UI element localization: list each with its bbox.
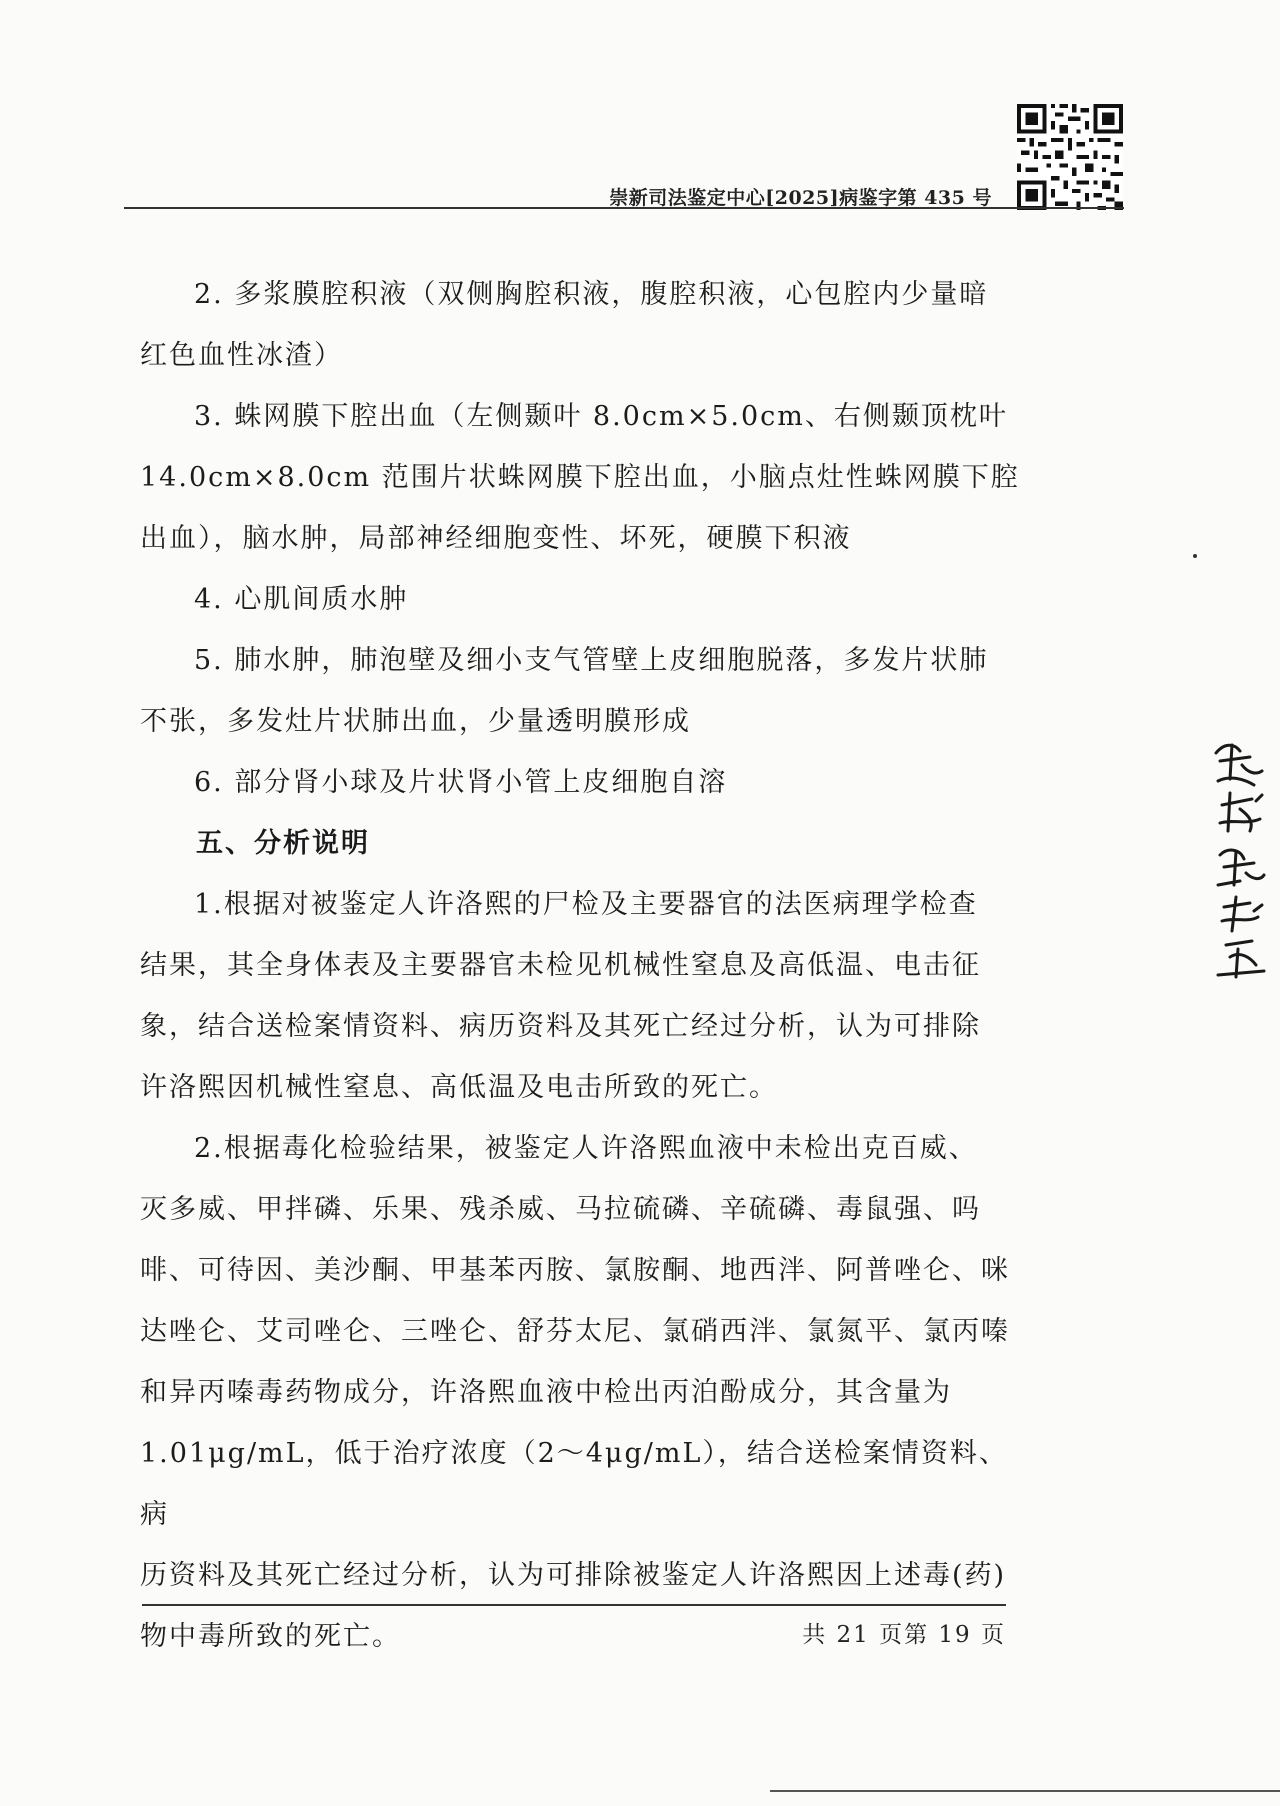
section-title: 五、分析说明 (196, 828, 370, 859)
finding-line: 不张，多发灶片状肺出血，少量透明膜形成 (140, 706, 691, 737)
analysis-line: 达唑仑、艾司唑仑、三唑仑、舒芬太尼、氯硝西泮、氯氮平、氯丙嗪 (140, 1316, 1010, 1347)
finding-line: 出血），脑水肿，局部神经细胞变性、坏死，硬膜下积液 (140, 523, 852, 554)
handwritten-signature (1210, 735, 1272, 985)
analysis-line: 1.01μg/mL，低于治疗浓度（2～4μg/mL），结合送检案情资料、病 (140, 1438, 1008, 1530)
finding-item-5 (140, 630, 1020, 752)
margin-dot (1193, 554, 1197, 558)
analysis-line: 1.根据对被鉴定人许洛熙的尸检及主要器官的法医病理学检查 (194, 889, 978, 920)
analysis-paragraph-1 (140, 874, 1020, 1118)
header-divider (124, 207, 1124, 209)
analysis-line: 2.根据毒化检验结果，被鉴定人许洛熙血液中未检出克百威、 (194, 1133, 978, 1164)
finding-line: 4. 心肌间质水肿 (194, 584, 409, 615)
qr-code-icon (1017, 104, 1123, 210)
analysis-paragraph-2 (140, 1118, 1020, 1667)
finding-item-6 (140, 752, 1020, 813)
analysis-line: 灭多威、甲拌磷、乐果、残杀威、马拉硫磷、辛硫磷、毒鼠强、吗 (140, 1194, 981, 1225)
analysis-line: 物中毒所致的死亡。 (140, 1621, 401, 1652)
finding-item-4 (140, 569, 1020, 630)
analysis-line: 啡、可待因、美沙酮、甲基苯丙胺、氯胺酮、地西泮、阿普唑仑、咪 (140, 1255, 1010, 1286)
finding-line: 2. 多浆膜腔积液（双侧胸腔积液，腹腔积液，心包腔内少量暗 (194, 279, 989, 310)
finding-line: 3. 蛛网膜下腔出血（左侧颞叶 8.0cm×5.0cm、右侧颞顶枕叶 (194, 401, 1008, 432)
analysis-line: 许洛熙因机械性窒息、高低温及电击所致的死亡。 (140, 1072, 778, 1103)
analysis-line: 象，结合送检案情资料、病历资料及其死亡经过分析，认为可排除 (140, 1011, 981, 1042)
analysis-line: 和异丙嗪毒药物成分，许洛熙血液中检出丙泊酚成分，其含量为 (140, 1377, 952, 1408)
document-reference-number: 崇新司法鉴定中心[2025]病鉴字第 435 号 (609, 187, 992, 209)
finding-line: 6. 部分肾小球及片状肾小管上皮细胞自溶 (194, 767, 728, 798)
page-number: 共 21 页第 19 页 (802, 1622, 1006, 1648)
finding-line: 红色血性冰渣） (140, 340, 343, 371)
analysis-line: 历资料及其死亡经过分析，认为可排除被鉴定人许洛熙因上述毒(药) (140, 1560, 1007, 1591)
finding-line: 5. 肺水肿，肺泡壁及细小支气管壁上皮细胞脱落，多发片状肺 (194, 645, 989, 676)
finding-item-3 (140, 386, 1020, 569)
analysis-line: 结果，其全身体表及主要器官未检见机械性窒息及高低温、电击征 (140, 950, 981, 981)
page-edge-line (770, 1790, 1280, 1792)
footer-divider (142, 1604, 1006, 1606)
finding-line: 14.0cm×8.0cm 范围片状蛛网膜下腔出血，小脑点灶性蛛网膜下腔 (140, 462, 1020, 493)
finding-item-2 (140, 264, 1020, 386)
